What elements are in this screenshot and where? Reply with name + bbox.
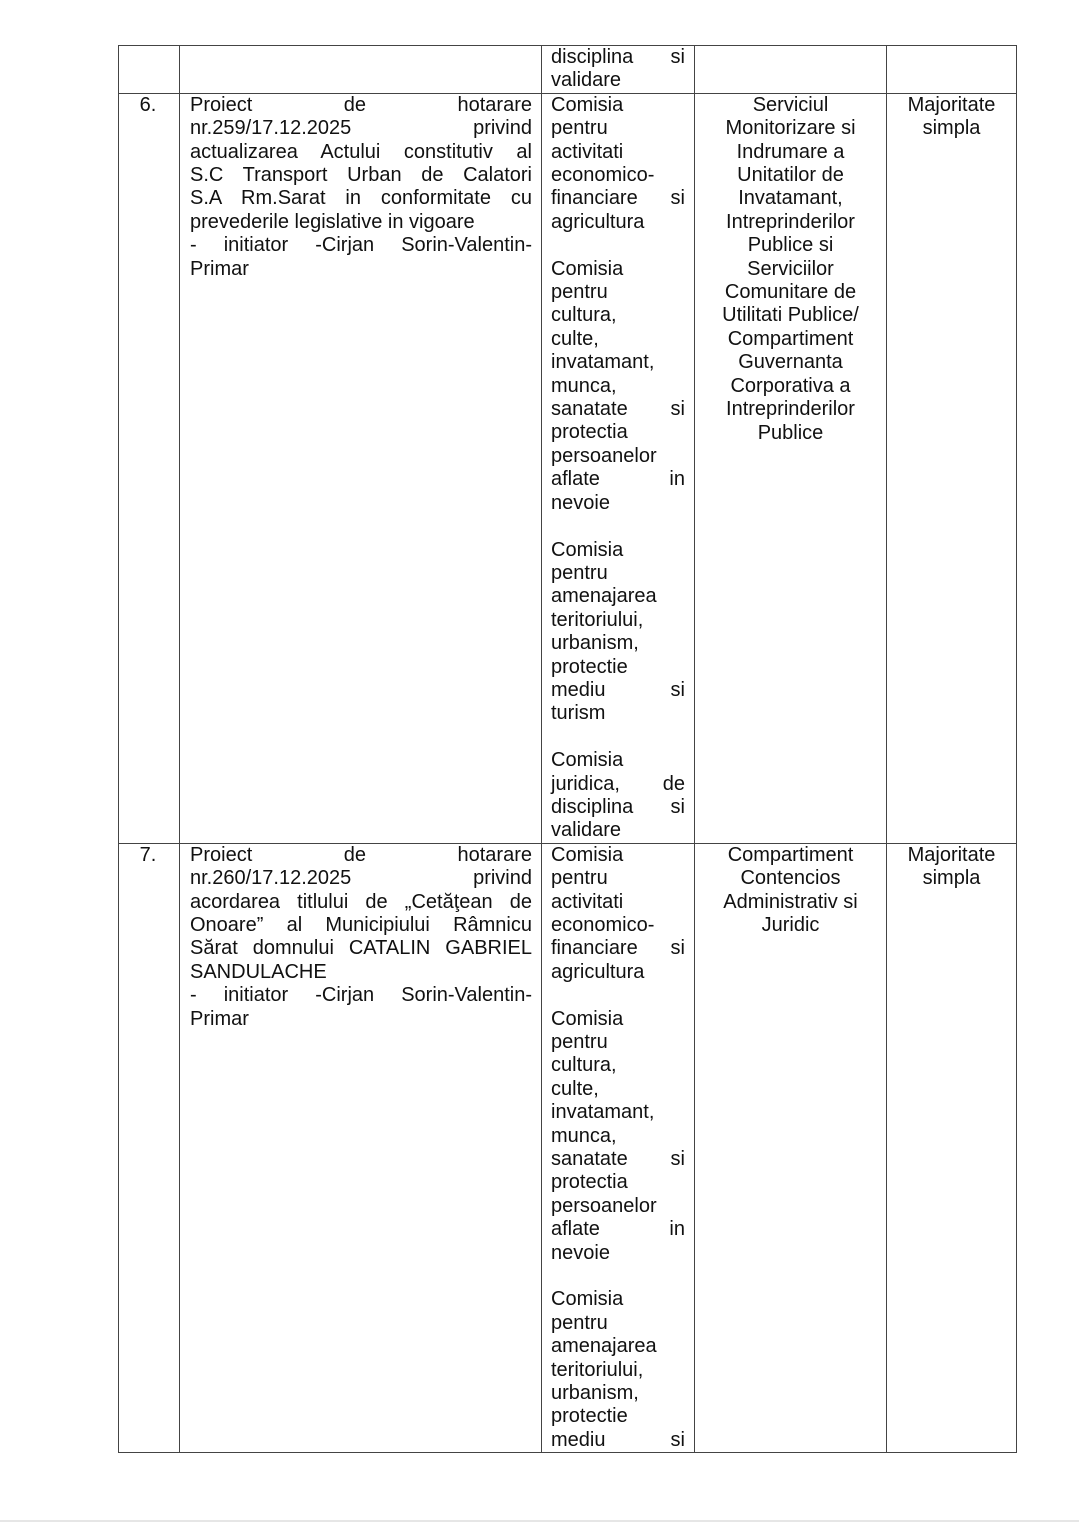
table-row — [119, 46, 1017, 94]
committee-line: pentru — [551, 1031, 608, 1053]
agenda-table — [118, 45, 1017, 1453]
committee-entry — [551, 258, 685, 515]
committee-line: amenajarea — [551, 585, 657, 608]
committees-cell — [542, 93, 695, 843]
committee-line: munca, — [551, 374, 617, 397]
department-line: Invatamant, — [738, 187, 843, 210]
committee-line: disciplina si — [551, 795, 685, 818]
description-line: Proiect de hotarare — [190, 93, 532, 116]
description-line: Primar — [190, 257, 249, 280]
department-line: Unitatilor de — [737, 164, 844, 187]
committee-line: protectie — [551, 655, 628, 678]
committee-line: sanatate si — [551, 398, 685, 421]
committee-line: turism — [551, 702, 606, 725]
department-line: Publice si — [747, 234, 834, 257]
committee-line: protectia — [551, 421, 628, 444]
department-line: Utilitati Publice/ — [722, 304, 859, 327]
committee-line: persoanelor — [551, 444, 657, 467]
committee-line: Comisia — [551, 1007, 624, 1030]
committee-entry — [551, 844, 685, 984]
committee-line: Comisia — [551, 749, 624, 772]
committee-entry — [551, 749, 685, 843]
committee-line: mediu si — [551, 678, 685, 701]
department-line: Serviciilor — [747, 257, 834, 280]
department-line: Administrativ si — [723, 890, 858, 913]
item-number — [119, 843, 180, 1453]
vote-majority — [887, 46, 1017, 94]
description-line: Proiect de hotarare — [190, 843, 532, 866]
description-line: nr.260/17.12.2025 privind — [190, 867, 532, 890]
committee-line: protectia — [551, 1171, 628, 1194]
responsible-department — [695, 93, 887, 843]
committee-line: economico- — [551, 913, 655, 936]
committee-line: pentru — [551, 867, 608, 890]
committees-cell — [542, 46, 695, 94]
committee-line: Comisia — [551, 1288, 624, 1311]
committee-line: cultura, — [551, 304, 617, 327]
committee-line: activitati — [551, 140, 624, 163]
committee-line: Comisia — [551, 93, 624, 116]
department-line: Compartiment — [727, 843, 854, 866]
department-line: Corporativa a — [730, 374, 851, 397]
department-line: Serviciul — [752, 93, 829, 116]
committee-entry — [551, 1288, 685, 1452]
committee-line: culte, — [551, 1077, 599, 1100]
item-number — [119, 93, 180, 843]
description-line: - initiator -Cirjan Sorin-Valentin- — [190, 984, 532, 1007]
project-description — [180, 46, 542, 94]
committee-line: invatamant, — [551, 1101, 655, 1124]
department-line: Intreprinderilor — [726, 398, 855, 421]
description-line: Primar — [190, 1007, 249, 1030]
committee-entry — [551, 1008, 685, 1265]
committee-line: pentru — [551, 281, 608, 304]
committee-line: disciplina si — [551, 46, 685, 68]
committee-entry — [551, 46, 685, 93]
responsible-department — [695, 843, 887, 1453]
committee-line: nevoie — [551, 1241, 610, 1264]
committee-line: culte, — [551, 327, 599, 350]
committee-line: financiare si — [551, 937, 685, 960]
majority-line: Majoritate — [907, 843, 996, 866]
description-line: Onoare” al Municipiului Râmnicu — [190, 913, 532, 936]
committee-line: mediu si — [551, 1428, 685, 1451]
committee-line: protectie — [551, 1405, 628, 1428]
committee-line: urbanism, — [551, 1382, 639, 1405]
department-line: Publice — [757, 421, 824, 444]
project-description — [180, 93, 542, 843]
table-row — [119, 843, 1017, 1453]
committee-line: financiare si — [551, 187, 685, 210]
majority-line: Majoritate — [907, 93, 996, 116]
responsible-department — [695, 46, 887, 94]
vote-majority — [887, 843, 1017, 1453]
project-description — [180, 843, 542, 1453]
committee-line: aflate in — [551, 1218, 685, 1241]
committee-line: juridica, de — [551, 772, 685, 795]
description-line: prevederile legislative in vigoare — [190, 210, 475, 233]
committee-line: teritoriului, — [551, 608, 644, 631]
department-line: Compartiment — [727, 327, 854, 350]
committee-line: aflate in — [551, 468, 685, 491]
description-line: actualizarea Actului constitutiv al — [190, 140, 532, 163]
majority-line: simpla — [922, 867, 981, 890]
committee-line: pentru — [551, 1311, 608, 1334]
committee-entry — [551, 539, 685, 726]
committee-line: invatamant, — [551, 351, 655, 374]
committee-line: amenajarea — [551, 1335, 657, 1358]
description-line: acordarea titlului de „Cetăţean de — [190, 890, 532, 913]
department-line: Indrumare a — [736, 140, 845, 163]
majority-line: simpla — [922, 117, 981, 140]
committee-line: validare — [551, 819, 622, 842]
committee-line: agricultura — [551, 210, 645, 233]
committee-line: activitati — [551, 890, 624, 913]
description-line: S.C Transport Urban de Calatori — [190, 164, 532, 187]
table-row — [119, 93, 1017, 843]
committee-line: sanatate si — [551, 1148, 685, 1171]
committee-line: urbanism, — [551, 632, 639, 655]
committees-cell — [542, 843, 695, 1453]
item-number — [119, 46, 180, 94]
committee-line: validare — [551, 69, 622, 92]
committee-line: Comisia — [551, 538, 624, 561]
description-line: S.A Rm.Sarat in conformitate cu — [190, 187, 532, 210]
committee-line: teritoriului, — [551, 1358, 644, 1381]
description-line: Sărat domnului CATALIN GABRIEL — [190, 937, 532, 960]
description-line: nr.259/17.12.2025 privind — [190, 117, 532, 140]
department-line: Comunitare de — [724, 281, 857, 304]
committee-line: nevoie — [551, 491, 610, 514]
department-line: Intreprinderilor — [726, 210, 855, 233]
committee-line: pentru — [551, 561, 608, 584]
vote-majority — [887, 93, 1017, 843]
committee-line: cultura, — [551, 1054, 617, 1077]
item-number-text: 6. — [139, 93, 157, 116]
committee-line: agricultura — [551, 960, 645, 983]
committee-line: pentru — [551, 117, 608, 140]
committee-line: munca, — [551, 1124, 617, 1147]
committee-line: persoanelor — [551, 1194, 657, 1217]
department-line: Guvernanta — [738, 351, 843, 374]
committee-line: Comisia — [551, 843, 624, 866]
department-line: Juridic — [761, 913, 820, 936]
department-line: Monitorizare si — [725, 117, 856, 140]
department-line: Contencios — [740, 867, 841, 890]
item-number-text: 7. — [139, 843, 157, 866]
committee-line: Comisia — [551, 257, 624, 280]
description-line: SANDULACHE — [190, 960, 327, 983]
committee-entry — [551, 94, 685, 234]
committee-line: economico- — [551, 164, 655, 187]
description-line: - initiator -Cirjan Sorin-Valentin- — [190, 234, 532, 257]
